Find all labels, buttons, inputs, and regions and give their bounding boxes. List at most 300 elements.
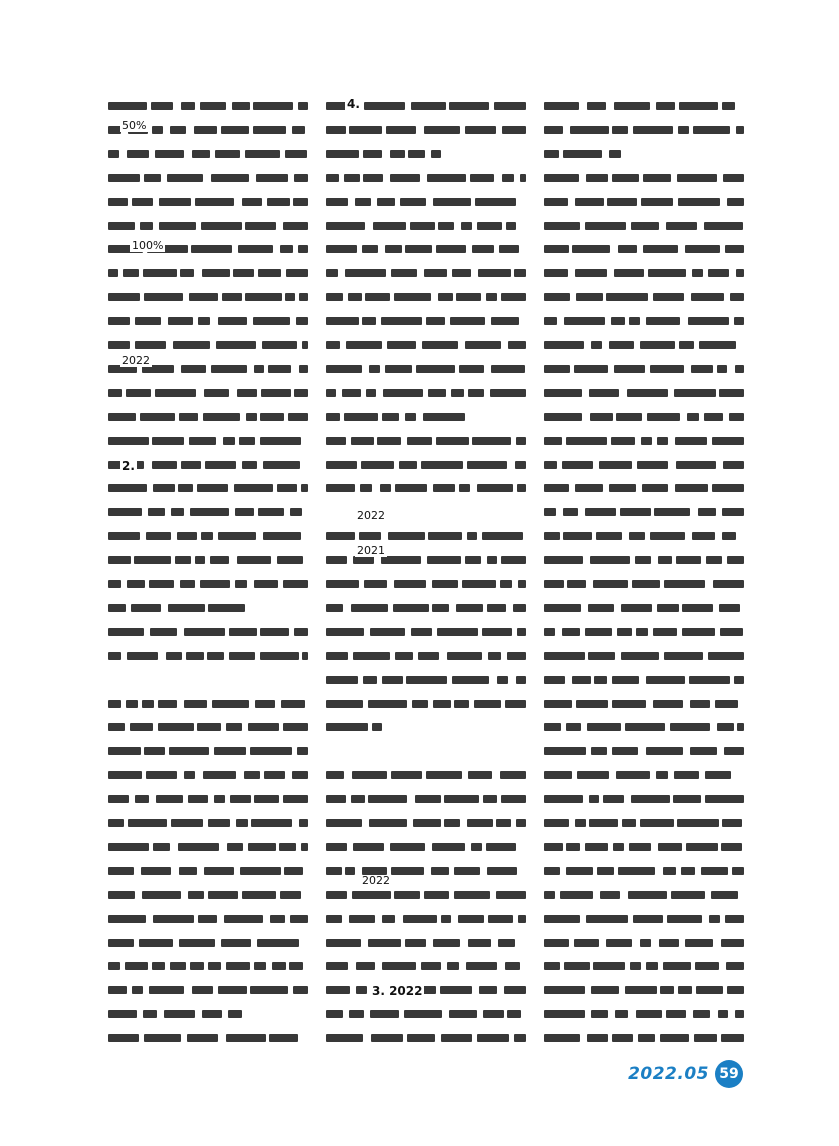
glyph-stroke [245, 293, 282, 301]
glyph-stroke [658, 843, 683, 851]
glyph-stroke [188, 891, 204, 899]
glyph-stroke [272, 962, 286, 970]
glyph-stroke [640, 939, 651, 947]
glyph-stroke [148, 508, 165, 516]
glyph-stroke [727, 986, 744, 994]
glyph-stroke [650, 532, 686, 540]
glyph-stroke [186, 652, 205, 660]
glyph-stroke [491, 317, 519, 325]
glyph-stroke [544, 723, 561, 731]
glyph-stroke [326, 628, 364, 636]
glyph-stroke [224, 915, 264, 923]
glyph-stroke [674, 771, 699, 779]
glyph-stroke [588, 652, 615, 660]
text-line [326, 698, 526, 710]
glyph-stroke [673, 795, 700, 803]
glyph-stroke [491, 365, 525, 373]
glyph-stroke [501, 556, 526, 564]
glyph-stroke [517, 628, 526, 636]
glyph-stroke [227, 843, 243, 851]
glyph-stroke [678, 126, 689, 134]
glyph-stroke [202, 269, 230, 277]
glyph-stroke [179, 413, 198, 421]
glyph-stroke [544, 700, 572, 708]
glyph-stroke [283, 580, 308, 588]
text-line [108, 674, 308, 686]
glyph-stroke [254, 580, 278, 588]
glyph-stroke [283, 723, 308, 731]
glyph-stroke [477, 484, 513, 492]
glyph-stroke [563, 532, 592, 540]
glyph-stroke [560, 891, 593, 899]
glyph-stroke [159, 222, 196, 230]
glyph-stroke [487, 867, 516, 875]
glyph-stroke [589, 795, 599, 803]
glyph-stroke [395, 652, 413, 660]
glyph-stroke [544, 293, 570, 301]
glyph-stroke [167, 174, 203, 182]
glyph-stroke [505, 700, 526, 708]
glyph-stroke [223, 437, 235, 445]
text-line [108, 554, 308, 566]
glyph-stroke [609, 150, 621, 158]
glyph-stroke [711, 891, 738, 899]
glyph-stroke [438, 222, 454, 230]
glyph-stroke [612, 700, 646, 708]
glyph-stroke [735, 1010, 744, 1018]
glyph-stroke [204, 867, 234, 875]
glyph-stroke [263, 461, 300, 469]
glyph-stroke [127, 150, 149, 158]
text-line [326, 435, 526, 447]
glyph-stroke [261, 389, 290, 397]
glyph-stroke [257, 939, 299, 947]
glyph-stroke [594, 676, 607, 684]
glyph-stroke [451, 389, 464, 397]
glyph-stroke [132, 198, 153, 206]
glyph-stroke [170, 126, 186, 134]
glyph-stroke [146, 771, 177, 779]
glyph-stroke [245, 222, 276, 230]
glyph-stroke [715, 700, 738, 708]
glyph-stroke [299, 365, 308, 373]
glyph-stroke [516, 819, 526, 827]
glyph-stroke [413, 819, 441, 827]
glyph-stroke [432, 580, 458, 588]
glyph-stroke [628, 891, 667, 899]
glyph-stroke [712, 484, 744, 492]
glyph-stroke [574, 939, 599, 947]
glyph-stroke [370, 1010, 399, 1018]
glyph-stroke [590, 556, 630, 564]
glyph-stroke [238, 245, 273, 253]
glyph-stroke [326, 174, 339, 182]
glyph-stroke [280, 245, 293, 253]
text-column-middle [326, 98, 526, 1054]
glyph-stroke [410, 222, 435, 230]
glyph-stroke [144, 293, 182, 301]
glyph-stroke [664, 580, 705, 588]
glyph-stroke [349, 915, 375, 923]
glyph-stroke [478, 269, 510, 277]
glyph-stroke [544, 891, 555, 899]
glyph-stroke [618, 245, 638, 253]
glyph-stroke [724, 747, 744, 755]
glyph-stroke [263, 532, 301, 540]
glyph-stroke [421, 461, 462, 469]
glyph-stroke [693, 126, 730, 134]
glyph-stroke [132, 986, 143, 994]
glyph-stroke [718, 1010, 729, 1018]
glyph-stroke [642, 484, 668, 492]
glyph-stroke [108, 580, 121, 588]
glyph-stroke [140, 222, 152, 230]
text-line [544, 626, 744, 638]
glyph-stroke [108, 198, 128, 206]
glyph-stroke [699, 341, 736, 349]
glyph-stroke [450, 317, 486, 325]
glyph-stroke [506, 222, 516, 230]
glyph-stroke [563, 150, 602, 158]
glyph-stroke [362, 317, 376, 325]
text-line [544, 984, 744, 996]
glyph-stroke [141, 867, 172, 875]
glyph-stroke [667, 915, 701, 923]
glyph-stroke [405, 245, 433, 253]
year-marker: 2022 [362, 874, 390, 887]
glyph-stroke [170, 962, 186, 970]
glyph-stroke [108, 723, 125, 731]
glyph-stroke [458, 915, 484, 923]
glyph-stroke [444, 819, 460, 827]
text-line [108, 960, 308, 972]
glyph-stroke [381, 317, 422, 325]
glyph-stroke [386, 126, 416, 134]
glyph-stroke [153, 915, 193, 923]
glyph-stroke [377, 198, 395, 206]
glyph-stroke [629, 317, 639, 325]
glyph-stroke [657, 604, 679, 612]
glyph-stroke [611, 317, 624, 325]
glyph-stroke [108, 102, 147, 110]
glyph-stroke [296, 317, 308, 325]
glyph-stroke [326, 1010, 343, 1018]
glyph-stroke [544, 269, 568, 277]
glyph-stroke [108, 604, 126, 612]
glyph-stroke [286, 269, 308, 277]
glyph-stroke [431, 867, 448, 875]
glyph-stroke [187, 1034, 218, 1042]
glyph-stroke [326, 1034, 363, 1042]
glyph-stroke [369, 819, 407, 827]
glyph-stroke [245, 150, 280, 158]
glyph-stroke [459, 484, 470, 492]
glyph-stroke [285, 150, 307, 158]
glyph-stroke [452, 676, 488, 684]
glyph-stroke [566, 437, 607, 445]
glyph-stroke [326, 843, 347, 851]
glyph-stroke [722, 819, 742, 827]
glyph-stroke [356, 986, 367, 994]
glyph-stroke [269, 1034, 298, 1042]
glyph-stroke [566, 843, 579, 851]
glyph-stroke [152, 126, 163, 134]
glyph-stroke [426, 317, 445, 325]
glyph-stroke [353, 652, 389, 660]
glyph-stroke [250, 747, 291, 755]
glyph-stroke [641, 437, 651, 445]
glyph-stroke [326, 723, 368, 731]
glyph-stroke [412, 700, 428, 708]
text-line [544, 243, 744, 255]
glyph-stroke [228, 1010, 242, 1018]
glyph-stroke [621, 652, 659, 660]
glyph-stroke [415, 795, 442, 803]
glyph-stroke [704, 413, 723, 421]
text-line [108, 530, 308, 542]
glyph-stroke [201, 222, 242, 230]
glyph-stroke [682, 604, 713, 612]
glyph-stroke [205, 461, 237, 469]
glyph-stroke [293, 198, 308, 206]
glyph-stroke [490, 389, 526, 397]
glyph-stroke [504, 986, 526, 994]
glyph-stroke [211, 365, 248, 373]
text-line [544, 315, 744, 327]
glyph-stroke [352, 891, 391, 899]
text-line [326, 267, 526, 279]
glyph-stroke [108, 771, 142, 779]
glyph-stroke [646, 317, 680, 325]
glyph-stroke [190, 962, 204, 970]
text-line [544, 889, 744, 901]
glyph-stroke [326, 317, 359, 325]
glyph-stroke [299, 819, 308, 827]
glyph-stroke [475, 198, 515, 206]
glyph-stroke [432, 843, 465, 851]
glyph-stroke [727, 556, 744, 564]
text-line [544, 339, 744, 351]
text-line [544, 124, 744, 136]
glyph-stroke [637, 461, 668, 469]
glyph-stroke [433, 198, 470, 206]
glyph-stroke [203, 413, 240, 421]
glyph-stroke [544, 245, 569, 253]
glyph-stroke [411, 102, 446, 110]
glyph-stroke [368, 700, 406, 708]
glyph-stroke [725, 245, 744, 253]
glyph-stroke [719, 604, 740, 612]
glyph-stroke [195, 556, 205, 564]
glyph-stroke [477, 1034, 508, 1042]
glyph-stroke [250, 986, 288, 994]
glyph-stroke [498, 939, 514, 947]
glyph-stroke [614, 102, 650, 110]
glyph-stroke [585, 222, 626, 230]
year-marker: 2021 [357, 544, 385, 557]
glyph-stroke [690, 747, 718, 755]
glyph-stroke [390, 174, 420, 182]
glyph-stroke [108, 939, 134, 947]
glyph-stroke [108, 532, 140, 540]
glyph-stroke [589, 389, 620, 397]
glyph-stroke [144, 174, 161, 182]
glyph-stroke [267, 198, 290, 206]
glyph-stroke [676, 556, 701, 564]
glyph-stroke [194, 126, 217, 134]
glyph-stroke [497, 676, 508, 684]
text-line [544, 172, 744, 184]
glyph-stroke [433, 939, 460, 947]
glyph-stroke [382, 413, 399, 421]
glyph-stroke [587, 102, 607, 110]
glyph-stroke [520, 174, 526, 182]
glyph-stroke [631, 795, 670, 803]
glyph-stroke [326, 126, 346, 134]
glyph-stroke [483, 795, 496, 803]
text-line [108, 721, 308, 733]
glyph-stroke [277, 484, 297, 492]
glyph-stroke [695, 962, 719, 970]
glyph-stroke [562, 461, 593, 469]
glyph-stroke [496, 819, 510, 827]
text-line [326, 865, 526, 877]
glyph-stroke [544, 150, 559, 158]
glyph-stroke [242, 891, 276, 899]
glyph-stroke [202, 1010, 222, 1018]
glyph-stroke [723, 174, 744, 182]
glyph-stroke [615, 1010, 628, 1018]
glyph-stroke [646, 747, 683, 755]
glyph-stroke [544, 102, 579, 110]
glyph-stroke [607, 198, 637, 206]
text-line [326, 721, 526, 733]
glyph-stroke [586, 915, 628, 923]
glyph-stroke [363, 174, 382, 182]
glyph-stroke [544, 628, 555, 636]
glyph-stroke [246, 413, 257, 421]
glyph-stroke [544, 484, 569, 492]
glyph-stroke [108, 484, 147, 492]
glyph-stroke [593, 580, 628, 588]
glyph-stroke [197, 484, 229, 492]
glyph-stroke [342, 389, 362, 397]
glyph-stroke [597, 867, 614, 875]
text-line [326, 889, 526, 901]
glyph-stroke [603, 795, 624, 803]
text-line [544, 841, 744, 853]
glyph-stroke [468, 939, 491, 947]
glyph-stroke [609, 484, 635, 492]
text-line [544, 411, 744, 423]
glyph-stroke [179, 867, 197, 875]
glyph-stroke [513, 604, 526, 612]
glyph-stroke [696, 986, 723, 994]
glyph-stroke [407, 1034, 435, 1042]
glyph-stroke [403, 915, 437, 923]
glyph-stroke [383, 389, 423, 397]
glyph-stroke [687, 413, 699, 421]
glyph-stroke [648, 269, 687, 277]
glyph-stroke [326, 580, 359, 588]
glyph-stroke [251, 819, 292, 827]
glyph-stroke [153, 484, 175, 492]
glyph-stroke [418, 652, 440, 660]
glyph-stroke [280, 891, 301, 899]
glyph-stroke [516, 437, 526, 445]
glyph-stroke [108, 1010, 137, 1018]
glyph-stroke [574, 365, 608, 373]
text-line [108, 984, 308, 996]
glyph-stroke [188, 795, 207, 803]
glyph-stroke [326, 413, 340, 421]
glyph-stroke [108, 293, 140, 301]
text-line [108, 769, 308, 781]
glyph-stroke [591, 747, 607, 755]
glyph-stroke [361, 461, 394, 469]
text-line [326, 745, 526, 757]
glyph-stroke [326, 676, 358, 684]
glyph-stroke [612, 676, 639, 684]
text-line [326, 459, 526, 471]
glyph-stroke [404, 1010, 443, 1018]
glyph-stroke [468, 389, 485, 397]
glyph-stroke [640, 341, 675, 349]
text-line [544, 554, 744, 566]
glyph-stroke [390, 843, 425, 851]
glyph-stroke [612, 747, 638, 755]
glyph-stroke [589, 819, 618, 827]
glyph-stroke [643, 245, 679, 253]
glyph-stroke [178, 484, 193, 492]
glyph-stroke [467, 532, 478, 540]
glyph-stroke [544, 604, 581, 612]
glyph-stroke [159, 198, 191, 206]
glyph-stroke [544, 174, 579, 182]
text-line [326, 913, 526, 925]
glyph-stroke [514, 1034, 526, 1042]
glyph-stroke [656, 771, 669, 779]
glyph-stroke [171, 819, 203, 827]
text-line [108, 793, 308, 805]
glyph-stroke [326, 939, 361, 947]
glyph-stroke [713, 580, 744, 588]
glyph-stroke [180, 580, 195, 588]
glyph-stroke [152, 437, 184, 445]
glyph-stroke [621, 604, 651, 612]
glyph-stroke [587, 723, 621, 731]
glyph-stroke [692, 532, 715, 540]
glyph-stroke [144, 747, 165, 755]
glyph-stroke [685, 939, 714, 947]
glyph-stroke [353, 556, 374, 564]
glyph-stroke [301, 843, 308, 851]
text-line [544, 530, 744, 542]
text-line [108, 267, 308, 279]
glyph-stroke [201, 532, 214, 540]
glyph-stroke [735, 365, 744, 373]
glyph-stroke [239, 437, 255, 445]
glyph-stroke [144, 1034, 180, 1042]
glyph-stroke [254, 962, 266, 970]
glyph-stroke [235, 580, 246, 588]
glyph-stroke [226, 1034, 267, 1042]
glyph-stroke [544, 771, 572, 779]
glyph-stroke [643, 174, 671, 182]
glyph-stroke [635, 556, 651, 564]
glyph-stroke [108, 700, 121, 708]
text-line [544, 100, 744, 112]
